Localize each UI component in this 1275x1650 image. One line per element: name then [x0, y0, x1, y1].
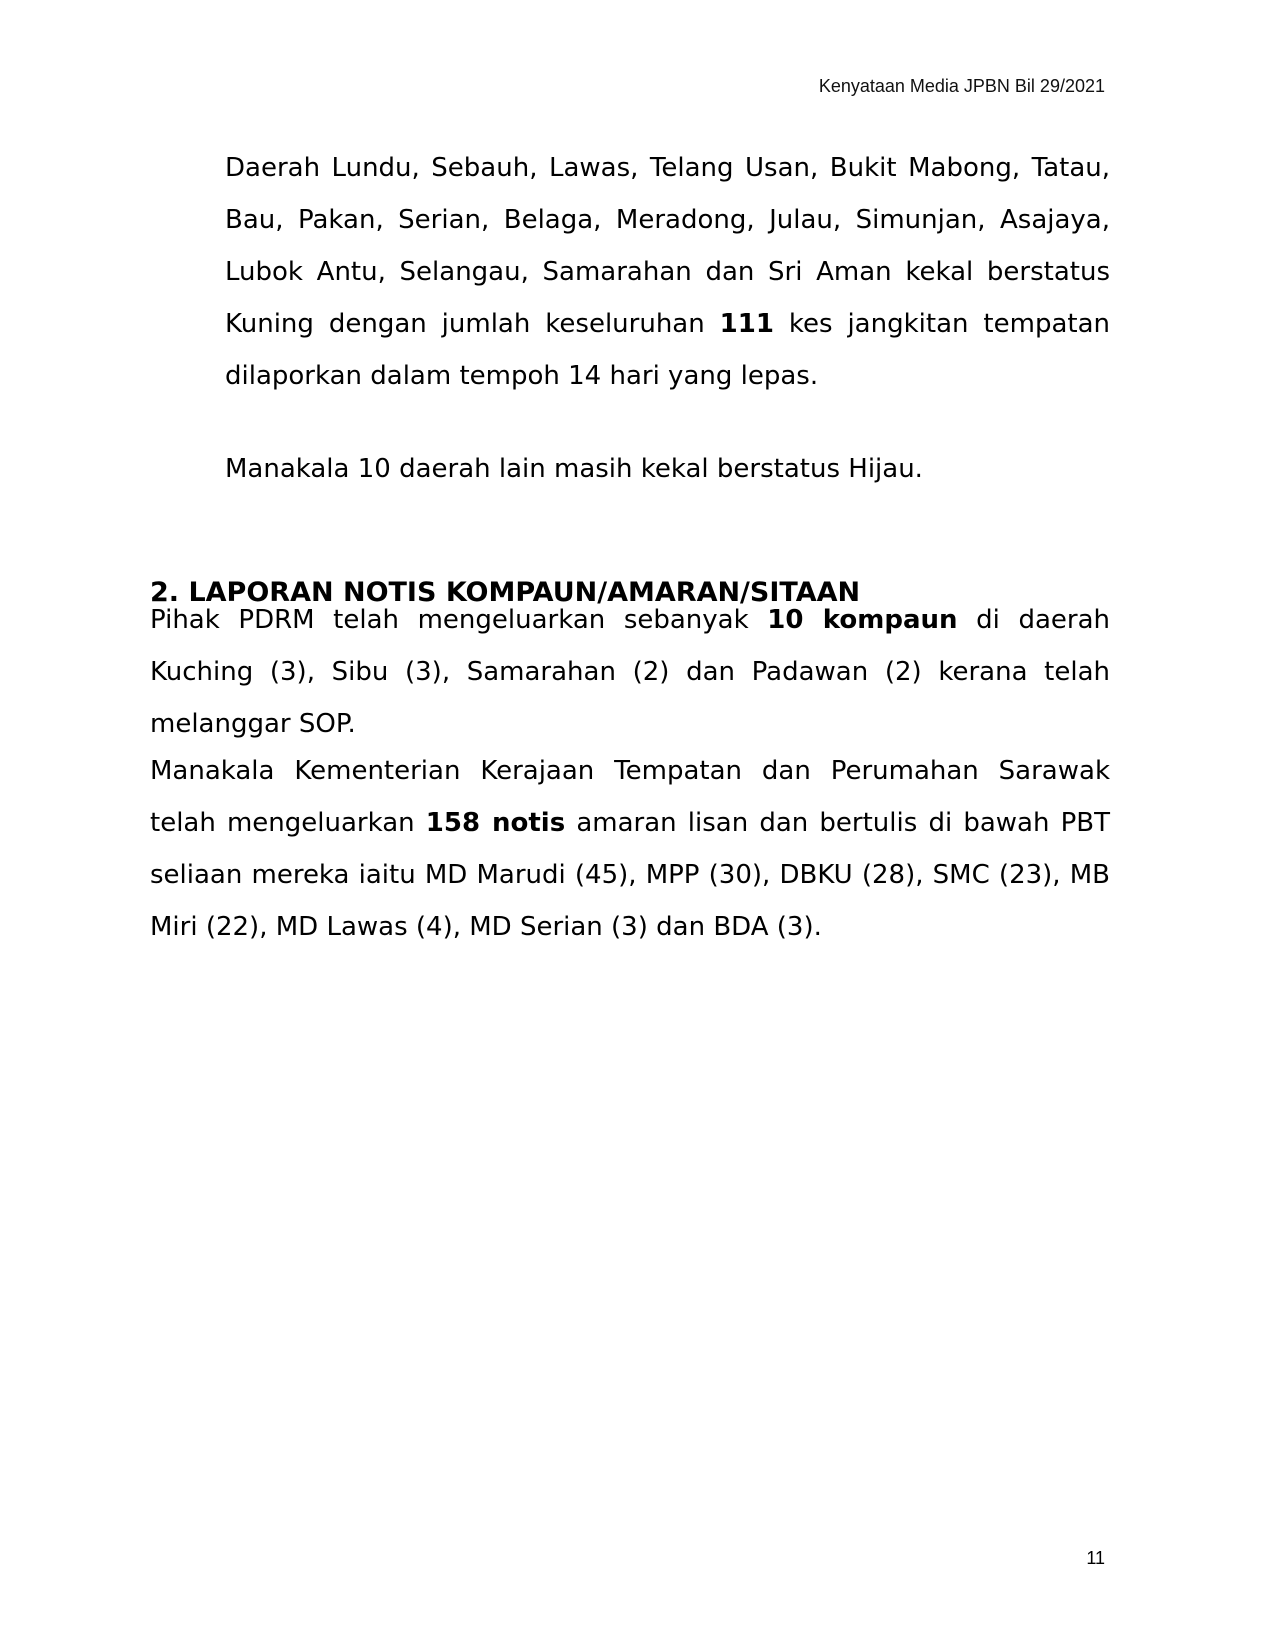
paragraph-text: amaran lisan dan bertulis di bawah PBT seliaan mereka iaitu MD Marudi (45), MPP (30), DBKU (28), SMC (23), MB Miri (22), MD Lawas (4), MD Serian (3) dan BDA (3). [150, 808, 1110, 942]
paragraph-text: di daerah Kuching (3), Sibu (3), Samarahan (2) dan Padawan (2) kerana telah melanggar SOP. [150, 605, 1110, 739]
paragraph-notice-report [150, 745, 1110, 953]
paragraph-green-districts: Manakala 10 daerah lain masih kekal berstatus Hijau. [225, 454, 923, 484]
paragraph-text: kes jangkitan tempatan dilaporkan dalam tempoh 14 hari yang lepas. [225, 309, 1110, 391]
paragraph-text: Manakala Kementerian Kerajaan Tempatan dan Perumahan Sarawak telah mengeluarkan [150, 756, 1110, 838]
section-heading: 2. LAPORAN NOTIS KOMPAUN/AMARAN/SITAAN [150, 577, 861, 608]
notice-count: 158 notis [425, 808, 566, 838]
document-header: Kenyataan Media JPBN Bil 29/2021 [818, 76, 1105, 96]
paragraph-district-status [225, 142, 1110, 402]
paragraph-text: Daerah Lundu, Sebauh, Lawas, Telang Usan, Bukit Mabong, Tatau, Bau, Pakan, Serian, Belaga, Meradong, Julau, Simunjan, Asajaya, Lubok Antu, Selangau, Samarahan dan Sri Aman kekal berstatus Kuning dengan jumlah keseluruhan [225, 153, 1110, 339]
compound-count: 10 kompaun [767, 605, 958, 635]
paragraph-compound-report [150, 594, 1110, 750]
case-count: 111 [719, 309, 774, 339]
page-number: 11 [1086, 1548, 1105, 1568]
paragraph-text: Pihak PDRM telah mengeluarkan sebanyak [150, 605, 768, 635]
